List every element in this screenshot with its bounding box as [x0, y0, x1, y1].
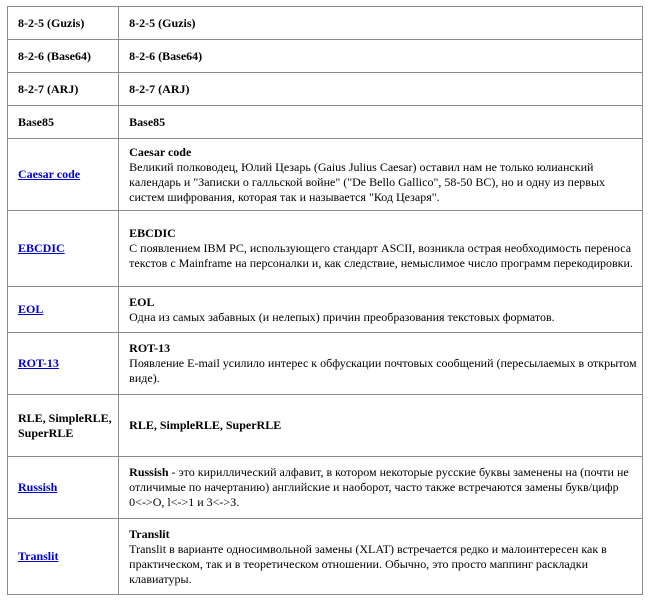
entry-description: Translit в варианте односимвольной замены (XLAT) встречается редко и малоинтересен как в практическом, так и в теоретическом отношении. Обычно, это просто маппинг раскладки клавиатуры. — [129, 541, 607, 586]
table-row — [8, 40, 643, 73]
entry-description: Появление E-mail усилило интерес к обфускации почтовых сообщений (пересылаемых в открытом виде). — [129, 356, 637, 385]
description-cell — [119, 40, 643, 73]
term-cell — [8, 395, 119, 457]
table-row — [8, 519, 643, 595]
term-link-rot-13[interactable]: ROT-13 — [18, 356, 59, 370]
entry-title: 8-2-7 (ARJ) — [129, 81, 190, 96]
term-cell — [8, 73, 119, 106]
description-cell — [119, 73, 643, 106]
term-link-eol[interactable]: EOL — [18, 302, 44, 316]
table-row — [8, 333, 643, 395]
table-row — [8, 139, 643, 211]
table-row — [8, 106, 643, 139]
glossary-table — [7, 6, 643, 595]
description-cell — [119, 395, 643, 457]
term-label: Base85 — [18, 114, 54, 129]
term-link-caesar-code[interactable]: Caesar code — [18, 167, 81, 181]
table-row — [8, 211, 643, 287]
entry-title: Russish — [129, 465, 169, 479]
term-cell — [8, 139, 119, 211]
term-link-translit[interactable]: Translit — [18, 549, 59, 563]
description-cell — [119, 7, 643, 40]
description-cell — [119, 457, 643, 519]
term-cell — [8, 519, 119, 595]
entry-title: Caesar code — [129, 144, 192, 159]
entry-title: EBCDIC — [129, 226, 176, 240]
term-label: 8-2-7 (ARJ) — [18, 81, 79, 96]
entry-description: Великий полководец, Юлий Цезарь (Gaius Julius Caesar) оставил нам не только юлианский календарь и "Записки о галльской войне" ("De Bello Gallico", 58-50 BC), но и одну из первых систем шифрования, которая так и называется "Код Цезаря". — [129, 159, 606, 204]
entry-title: 8-2-6 (Base64) — [129, 48, 203, 63]
table-row — [8, 73, 643, 106]
entry-description: Одна из самых забавных (и нелепых) причин преобразования текстовых форматов. — [129, 309, 555, 324]
term-label: 8-2-5 (Guzis) — [18, 15, 85, 30]
term-label: 8-2-6 (Base64) — [18, 48, 91, 63]
description-cell — [119, 139, 643, 211]
term-label: RLE, SimpleRLE, SuperRLE — [18, 410, 112, 440]
term-link-russish[interactable]: Russish — [18, 480, 58, 494]
table-row — [8, 395, 643, 457]
entry-title: 8-2-5 (Guzis) — [129, 15, 196, 30]
description-cell — [119, 106, 643, 139]
table-row — [8, 287, 643, 333]
entry-title: RLE, SimpleRLE, SuperRLE — [129, 418, 282, 432]
description-cell — [119, 287, 643, 333]
term-cell — [8, 333, 119, 395]
term-cell — [8, 7, 119, 40]
entry-title: Base85 — [129, 114, 166, 129]
term-cell — [8, 211, 119, 287]
term-cell — [8, 457, 119, 519]
description-cell — [119, 333, 643, 395]
term-cell — [8, 106, 119, 139]
term-cell — [8, 40, 119, 73]
entry-description: - это кириллический алфавит, в котором некоторые русские буквы заменены на (почти не отличимые по начертанию) английские и наоборот, часто также встречаются замены букв/цифр 0<->O, l<->1 и 3<->З. — [129, 465, 629, 509]
table-row — [8, 457, 643, 519]
entry-title: EOL — [129, 294, 155, 309]
term-cell — [8, 287, 119, 333]
description-cell — [119, 211, 643, 287]
description-cell — [119, 519, 643, 595]
entry-title: Translit — [129, 526, 170, 541]
entry-description: С появлением IBM PC, использующего стандарт ASCII, возникла острая необходимость переноса текстов с Mainframe на персоналки и, как следствие, немыслимое число программ перекодировки. — [129, 241, 633, 270]
term-link-ebcdic[interactable]: EBCDIC — [18, 241, 65, 255]
entry-title: ROT-13 — [129, 341, 171, 355]
table-row — [8, 7, 643, 40]
